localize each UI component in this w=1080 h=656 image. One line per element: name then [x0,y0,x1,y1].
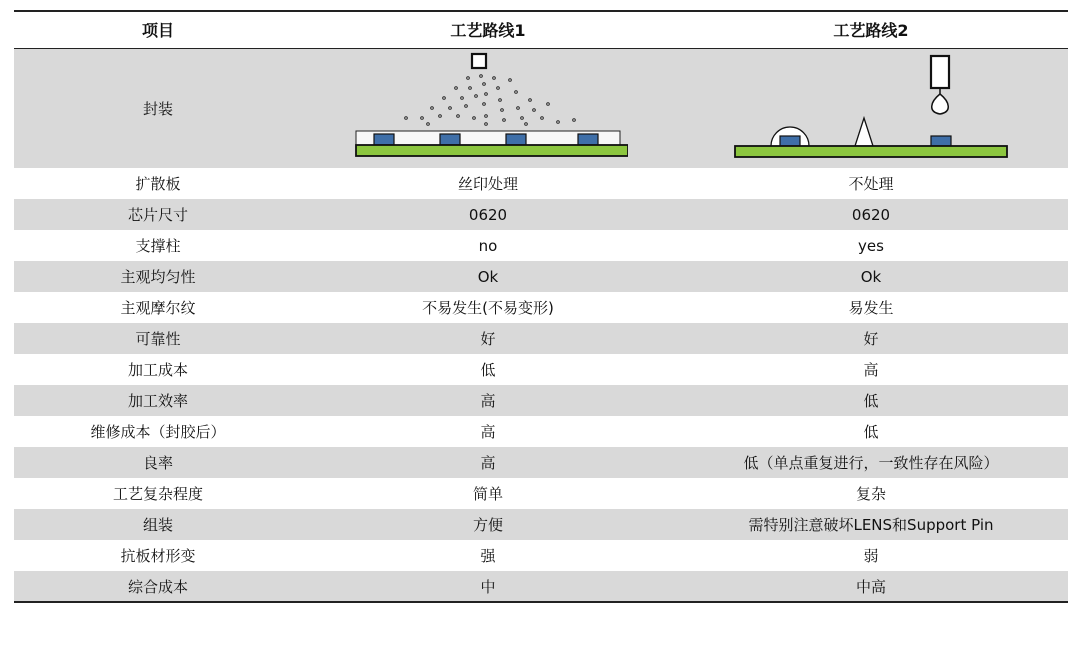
route1-value: 低 [480,361,496,379]
route2-value: 高 [863,361,879,379]
spray-nozzle-icon [472,54,486,68]
route2-packaging-diagram [674,48,1068,168]
table-row [14,354,1068,385]
route2-value: Ok [674,261,1068,292]
table-row [14,385,1068,416]
pcb-board [735,146,1007,157]
row-item: 工艺复杂程度 [112,485,203,503]
route2-value: 低（单点重复进行，一致性存在风险） [674,447,1068,478]
table-row-packaging [14,48,1068,168]
spray-droplets [405,75,576,126]
table-row [14,261,1068,292]
table-row [14,540,1068,571]
led-chip-icon [780,136,800,146]
comparison-table [14,10,1068,603]
table-row [14,230,1068,261]
led-chip-icon [506,134,526,145]
spray-coating-diagram [348,52,628,164]
row-item: 组装 [14,509,302,540]
row-item: 综合成本 [14,571,302,602]
route2-value: 低 [674,385,1068,416]
route1-value: 中 [302,571,674,602]
row-item: 加工效率 [14,385,302,416]
table-row [14,478,1068,509]
header-route2: 工艺路线2 [674,11,1068,48]
route1-value: 丝印处理 [457,175,518,193]
pcb-board [356,145,628,156]
row-item: 支撑柱 [135,237,181,255]
row-item: 扩散板 [135,175,181,193]
led-chip-icon [440,134,460,145]
route1-value: 好 [302,323,674,354]
table-row [14,416,1068,447]
header-item: 项目 [14,11,302,48]
row-item: 抗板材形变 [120,547,196,565]
row-item: 加工成本 [127,361,188,379]
dispensing-diagram [731,52,1011,164]
route1-value: 高 [302,385,674,416]
row-item: 主观摩尔纹 [120,299,196,317]
route2-value: 需特别注意破坏LENS和Support Pin [674,509,1068,540]
row-item: 良率 [14,447,302,478]
row-item: 封装 [14,48,302,168]
table-row [14,571,1068,602]
route2-value: 中高 [674,571,1068,602]
route2-value: 复杂 [855,485,886,503]
led-chip-icon [578,134,598,145]
glue-drop-icon [932,94,949,114]
route1-value: 不易发生(不易变形) [422,299,554,317]
route2-value: yes [858,236,884,255]
route1-value: 强 [480,547,496,565]
route1-value: 方便 [302,509,674,540]
table-row [14,199,1068,230]
led-chip-icon [931,136,951,146]
row-item: 维修成本（封胶后） [90,423,226,441]
route1-value: Ok [302,261,674,292]
route1-value: 高 [480,423,496,441]
row-item: 可靠性 [14,323,302,354]
table-row [14,323,1068,354]
route1-packaging-diagram [302,48,674,168]
row-item: 主观均匀性 [14,261,302,292]
table-row [14,292,1068,323]
route2-value: 0620 [674,199,1068,230]
route2-value: 不处理 [848,175,894,193]
route1-value: 0620 [302,199,674,230]
route1-value: no [478,236,498,255]
table-row [14,168,1068,199]
led-chip-icon [374,134,394,145]
route1-value: 高 [302,447,674,478]
route1-value: 简单 [472,485,503,503]
route2-value: 好 [674,323,1068,354]
header-row [14,11,1068,48]
support-pin-icon [855,118,873,146]
route2-value: 低 [863,423,879,441]
dispenser-nozzle-icon [931,56,949,88]
header-route1: 工艺路线1 [302,11,674,48]
row-item: 芯片尺寸 [14,199,302,230]
route2-value: 易发生 [848,299,894,317]
table-row [14,447,1068,478]
route2-value: 弱 [863,547,879,565]
table-row [14,509,1068,540]
